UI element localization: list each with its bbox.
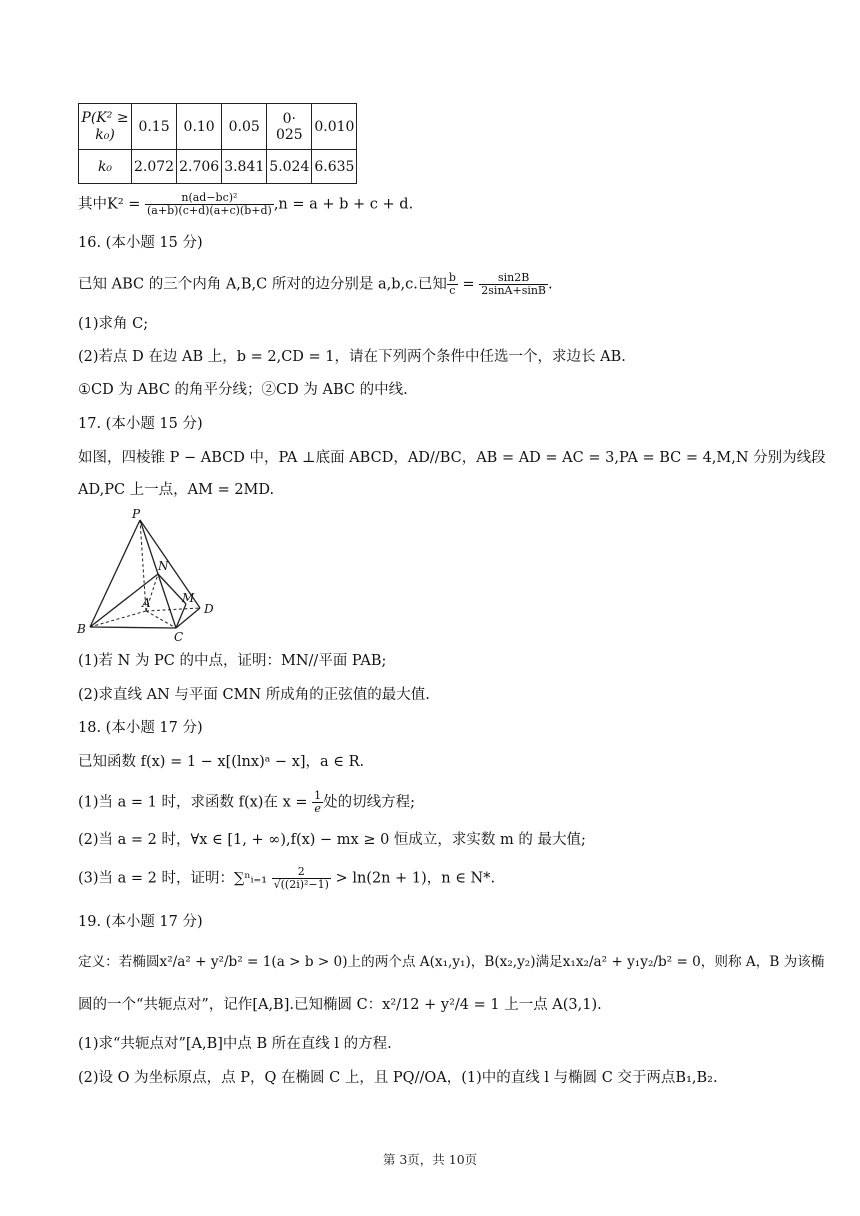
q16-heading: 16. (本小题 15 分) [78,235,203,251]
q18-heading: 18. (本小题 17 分) [78,720,203,736]
q16-stem [78,272,553,297]
frac-denominator: e [314,802,321,815]
q16-options: ①CD 为 ABC 的角平分线；②CD 为 ABC 的中线. [78,382,408,398]
q18-part1-text: (1)当 a = 1 时，求函数 f(x)在 x = [78,794,308,811]
q17-heading: 17. (本小题 15 分) [78,416,203,432]
q18-part2: (2)当 a = 2 时，∀x ∈ [1, + ∞),f(x) − mx ≥ 0 恒成立，求实数 m 的 最大值; [78,832,586,848]
edge-PB [90,520,140,627]
table-cell: 0.05 [222,104,267,150]
table-row [79,150,357,184]
label-D: D [204,602,214,616]
q16-equals: = [457,276,480,293]
q17-stem-line2: AD,PC 上一点，AM = 2MD. [78,482,275,498]
q16-part1: (1)求角 C; [78,316,149,332]
q18-part3-text: (3)当 a = 2 时，证明：∑ⁿᵢ₌₁ [78,870,268,887]
q16-part2: (2)若点 D 在边 AB 上，b = 2,CD = 1，请在下列两个条件中任选一个，求边长 AB. [78,349,626,365]
q19-part2: (2)设 O 为坐标原点，点 P，Q 在椭圆 C 上，且 PQ//OA，(1)中的直线 l 与椭圆 C 交于两点B₁,B₂. [78,1070,718,1086]
q18-part1-end: 处的切线方程; [323,794,416,811]
q18-part3-frac [272,866,331,891]
frac-numerator: 2 [272,866,331,879]
table-cell: 2.072 [132,150,177,184]
q17-stem-line1: 如图，四棱锥 P − ABCD 中，PA ⊥底面 ABCD，AD//BC，AB = AD = AC = 3,PA = BC = 4,M,N 分别为线段 [78,450,826,466]
q16-stem-end: . [548,276,553,293]
formula-numerator: n(ad−bc)² [145,192,274,205]
q16-stem-text: 已知 ABC 的三个内角 A,B,C 所对的边分别是 a,b,c.已知 [78,276,447,293]
frac-denominator: c [449,284,456,297]
q16-frac-left [447,272,458,297]
q18-stem: 已知函数 f(x) = 1 − x[(lnx)ᵃ − x]，a ∈ R. [78,754,365,770]
q19-definition-line1: 定义：若椭圆x²/a² + y²/b² = 1(a > b > 0)上的两个点 A(x₁,y₁)，B(x₂,y₂)满足x₁x₂/a² + y₁y₂/b² = 0，则称 A，B 为该椭 [78,954,825,970]
frac-numerator: 1 [314,789,322,802]
q18-part1-frac [312,790,323,815]
table-cell: 6.635 [312,150,357,184]
label-M: M [182,591,195,605]
table-cell: 0.10 [177,104,222,150]
q18-part3 [78,866,495,891]
q19-part1: (1)求“共轭点对”[A,B]中点 B 所在直线 l 的方程. [78,1036,392,1052]
frac-numerator: b [448,271,456,284]
table-cell: 0.15 [132,104,177,150]
formula-fraction [145,192,274,217]
edge-BC [90,627,176,628]
label-N: N [158,559,169,573]
table-cell: 0.010 [312,104,357,150]
q16-frac-right [479,272,548,297]
table-cell: P(K² ≥ k₀) [79,104,132,150]
edge-AD [146,608,200,611]
table-cell: 3.841 [222,150,267,184]
critical-value-table [78,103,357,184]
table-cell: 2.706 [177,150,222,184]
table-cell: 0· 025 [267,104,312,150]
q18-part3-end: > ln(2n + 1)，n ∈ N*. [330,870,496,887]
edge-BA [90,611,146,627]
q19-definition-line2: 圆的一个“共轭点对”，记作[A,B].已知椭圆 C：x²/12 + y²/4 = 1 上一点 A(3,1). [78,997,602,1013]
page-footer: 第 3页，共 10页 [382,1152,478,1167]
chi-square-formula [78,192,413,217]
frac-numerator: sin2B [479,272,548,285]
table-row [79,104,357,150]
label-P: P [132,507,141,521]
formula-denominator: (a+b)(c+d)(a+c)(b+d) [147,204,272,217]
label-C: C [174,630,184,644]
table-cell: 5.024 [267,150,312,184]
q19-heading: 19. (本小题 17 分) [78,914,203,930]
frac-denominator: 2sinA+sinB [481,284,547,297]
q17-part2: (2)求直线 AN 与平面 CMN 所成角的正弦值的最大值. [78,687,430,703]
table-cell: k₀ [79,150,132,184]
formula-suffix: ,n = a + b + c + d. [273,196,414,213]
label-A: A [142,596,151,610]
formula-prefix: 其中K² = [78,196,141,213]
pyramid-figure [72,506,232,646]
q17-part1: (1)若 N 为 PC 的中点，证明：MN//平面 PAB; [78,653,387,669]
label-B: B [77,622,86,636]
q18-part1 [78,790,415,815]
frac-denominator: √((2i)²−1) [273,878,329,891]
